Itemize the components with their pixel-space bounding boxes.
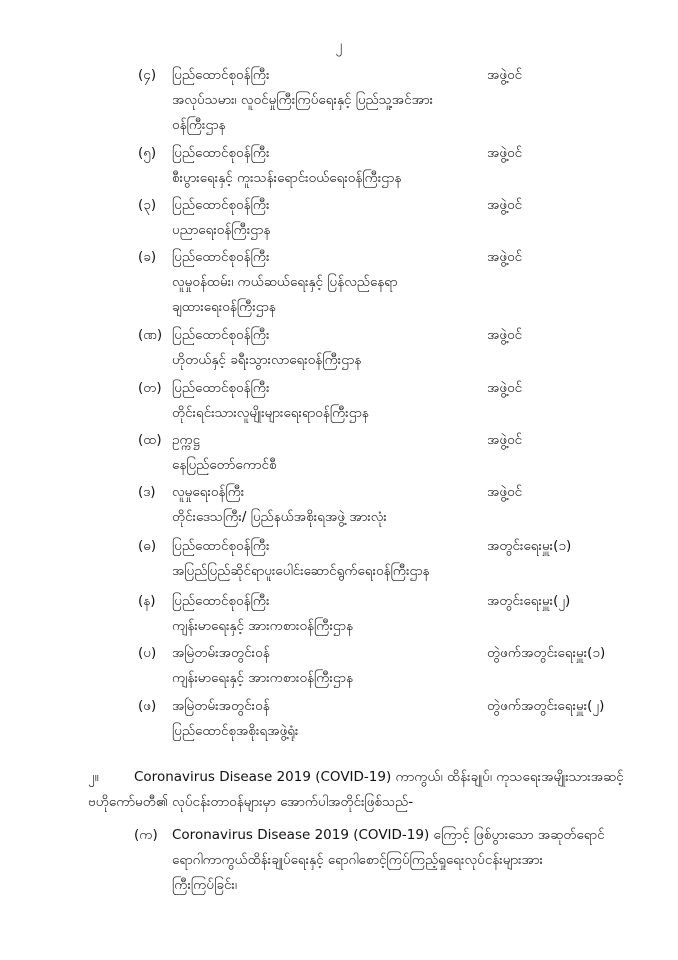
entry-role: တွဲဖက်အတွင်းရေးမှူး(၂)	[487, 698, 605, 714]
item-ka-line-1: Coronavirus Disease 2019 (COVID-19) ကြောင့် ဖြစ်ပွားသော အဆုတ်ရောင်	[172, 827, 605, 843]
entry-number: (ထ)	[138, 432, 162, 448]
entry-title: ပြည်ထောင်စုဝန်ကြီး	[172, 249, 270, 265]
entry-number: (ဖ)	[138, 698, 157, 714]
page-number: ၂	[335, 38, 343, 54]
item-ka-line-3: ကြီးကြပ်ခြင်း၊	[172, 877, 237, 893]
entry-line-2: ပြည်ထောင်စုအစိုးရအဖွဲ့ရုံး	[172, 723, 299, 739]
entry-role: အဖွဲ့ဝင်	[487, 249, 523, 265]
entry-line-3: ဝန်ကြီးဌာန	[172, 117, 226, 133]
entry-number: (တ)	[138, 380, 162, 396]
entry-title: ပြည်ထောင်စုဝန်ကြီး	[172, 538, 270, 554]
entry-title: ပြည်ထောင်စုဝန်ကြီး	[172, 327, 270, 343]
entry-number: (၅)	[138, 145, 157, 161]
entry-number: (ပ)	[138, 645, 157, 661]
entry-line-2: ဟိုတယ်နှင့် ခရီးသွားလာရေးဝန်ကြီးဌာန	[172, 352, 362, 368]
section-2-line-1: Coronavirus Disease 2019 (COVID-19) ကာကွယ်၊ ထိန်းချုပ်၊ ကုသရေးအမျိုးသားအဆင့်	[134, 769, 624, 785]
entry-role: အဖွဲ့ဝင်	[487, 484, 523, 500]
entry-role: အဖွဲ့ဝင်	[487, 327, 523, 343]
entry-line-2: နေပြည်တော်ကောင်စီ	[172, 457, 277, 473]
section-2-line-2: ဗဟိုကော်မတီ၏ လုပ်ငန်းတာဝန်များမှာ အောက်ပါအတိုင်းဖြစ်သည်-	[88, 794, 414, 810]
entry-role: အဖွဲ့ဝင်	[487, 432, 523, 448]
entry-line-2: ပညာရေးဝန်ကြီးဌာန	[172, 222, 271, 238]
entry-role: အဖွဲ့ဝင်	[487, 145, 523, 161]
entry-title: လူမှုရေးဝန်ကြီး	[172, 484, 245, 500]
entry-title: ပြည်ထောင်စုဝန်ကြီး	[172, 380, 270, 396]
entry-role: အဖွဲ့ဝင်	[487, 197, 523, 213]
entry-number: (ဓ)	[138, 538, 157, 554]
entry-number: (ခ)	[138, 249, 157, 265]
entry-number: (၄)	[138, 67, 157, 83]
entry-line-3: ချထားရေးဝန်ကြီးဌာန	[172, 299, 276, 315]
entry-line-2: လူမှုဝန်ထမ်း၊ ကယ်ဆယ်ရေးနှင့် ပြန်လည်နေရာ	[172, 274, 398, 290]
entry-number: (၃)	[138, 197, 157, 213]
entry-role: အတွင်းရေးမှူး(၂)	[487, 593, 571, 609]
entry-title: ပြည်ထောင်စုဝန်ကြီး	[172, 197, 270, 213]
item-ka-line-2: ရောဂါကာကွယ်ထိန်းချုပ်ရေးနှင့် ရောဂါစောင့်ကြပ်ကြည့်ရှုရေးလုပ်ငန်းများအား	[172, 852, 543, 868]
entry-title: အမြဲတမ်းအတွင်းဝန်	[172, 645, 270, 661]
entry-title: ပြည်ထောင်စုဝန်ကြီး	[172, 145, 270, 161]
entry-title: ပြည်ထောင်စုဝန်ကြီး	[172, 67, 270, 83]
entry-role: အဖွဲ့ဝင်	[487, 67, 523, 83]
entry-line-2: အပြည်ပြည်ဆိုင်ရာပူးပေါင်းဆောင်ရွက်ရေးဝန်ကြီးဌာန	[172, 563, 430, 579]
entry-title: အမြဲတမ်းအတွင်းဝန်	[172, 698, 270, 714]
entry-role: အဖွဲ့ဝင်	[487, 380, 523, 396]
entry-role: အတွင်းရေးမှူး(၁)	[487, 538, 572, 554]
entry-line-2: စီးပွားရေးနှင့် ကူးသန်းရောင်းဝယ်ရေးဝန်ကြီးဌာန	[172, 170, 402, 186]
entry-role: တွဲဖက်အတွင်းရေးမှူး(၁)	[487, 645, 606, 661]
entry-title: ပြည်ထောင်စုဝန်ကြီး	[172, 593, 270, 609]
entry-line-2: တိုင်းရင်းသားလူမျိုးများရေးရာဝန်ကြီးဌာန	[172, 405, 369, 421]
entry-number: (ဏ)	[138, 327, 163, 343]
entry-line-2: ကျန်းမာရေးနှင့် အားကစားဝန်ကြီးဌာန	[172, 618, 353, 634]
entry-number: (န)	[138, 593, 156, 609]
entry-line-2: တိုင်းဒေသကြီး/ ပြည်နယ်အစိုးရအဖွဲ့ အားလုံး	[172, 509, 387, 525]
entry-line-2: အလုပ်သမား၊ လူဝင်မှုကြီးကြပ်ရေးနှင့် ပြည်သူ့အင်အား	[172, 92, 434, 108]
entry-line-2: ကျန်းမာရေးနှင့် အားကစားဝန်ကြီးဌာန	[172, 670, 353, 686]
entry-title: ဥက္ကဋ္ဌ	[172, 432, 201, 448]
entry-number: (ဒ)	[138, 484, 156, 500]
item-ka-number: (က)	[134, 827, 158, 843]
section-2-number: ၂။	[88, 769, 99, 785]
